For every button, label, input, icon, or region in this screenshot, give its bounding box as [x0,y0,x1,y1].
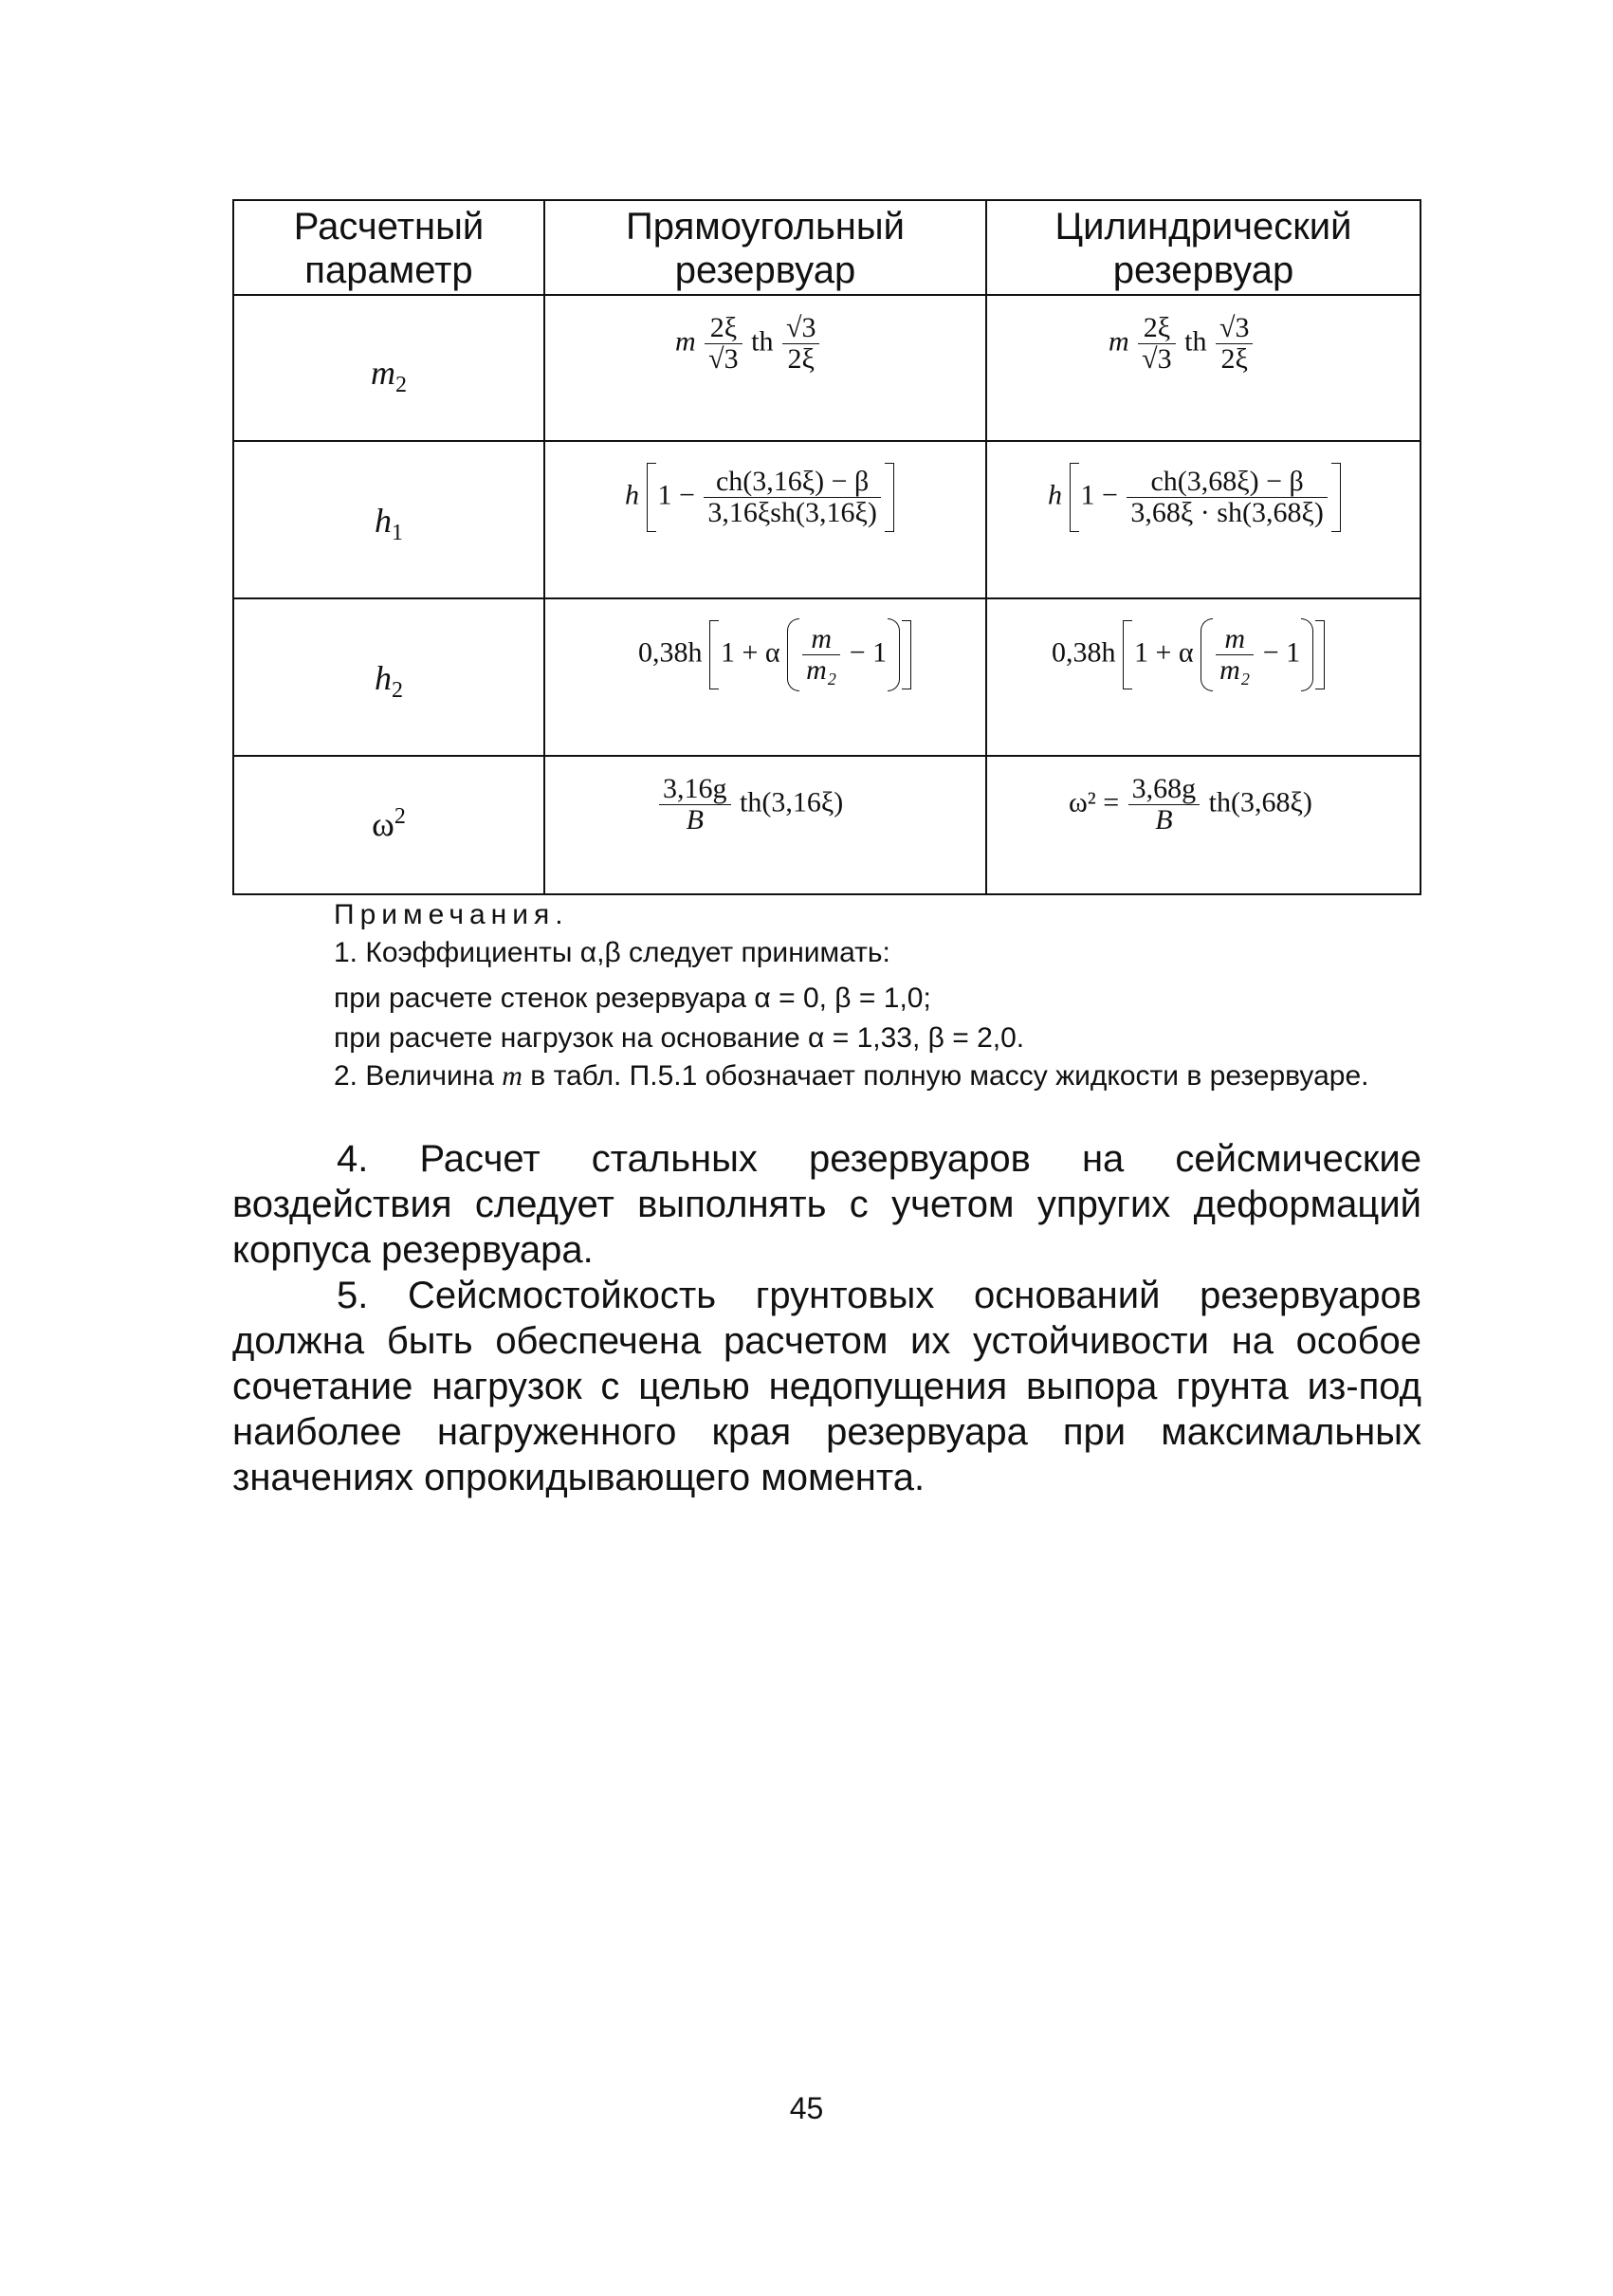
param-h2 [234,658,543,704]
denominator: 3,68ξ · sh(3,68ξ) [1130,497,1324,528]
header-parameter [234,201,543,294]
formula-symbol: m [675,325,696,358]
denominator: 2ξ [787,343,815,375]
square-bracket [647,467,894,528]
parenthesis [787,624,900,686]
param-h1 [234,501,543,546]
header-rectangular [545,201,985,294]
denominator: 2ξ [1220,343,1248,375]
fraction [659,774,731,836]
formula-cyl-h2 [1052,624,1325,686]
formula-text: th(3,68ξ) [1208,786,1312,818]
formula-rect-h2 [638,624,911,686]
column-divider [543,201,545,893]
note-2-variable: m [502,1060,522,1092]
fraction [1138,313,1175,375]
param-subscript: 2 [392,678,403,704]
denominator: B [1155,804,1173,836]
formula-text: − 1 [849,636,888,669]
denominator: B [686,804,704,836]
parameters-table [232,199,1421,895]
page-number: 45 [789,2091,824,2125]
formula-text: th [1184,325,1207,358]
numerator: 2ξ [705,313,742,344]
note-2 [232,1058,1421,1094]
square-bracket [1123,624,1325,686]
param-superscript: 2 [394,804,406,829]
formula-symbol: h [625,479,639,511]
fraction [705,313,742,375]
denominator: √3 [1142,343,1172,375]
fraction [704,467,880,528]
paragraph-5: 5. Сейсмостойкость грунтовых оснований резервуаров должна быть обеспечена расчетом их устойчивости на особое сочетание нагрузок с целью недопущения выпора грунта из-под наиболее нагруженного края резервуара при максимальных значениях опрокидывающего момента. [232,1275,1421,1498]
param-symbol: h [375,659,392,697]
formula-cyl-m2 [1109,313,1255,375]
formula-text: 0,38h [1052,636,1116,669]
note-1a: при расчете стенок резервуара α = 0, β = 1,0; [334,983,931,1014]
fraction [782,313,819,375]
note-1: 1. Коэффициенты α,β следует принимать: [334,937,890,968]
denominator: m₂ [1219,654,1251,686]
formula-text: th(3,16ξ) [740,786,844,818]
row-divider [234,440,1420,442]
formula-symbol: h [1048,479,1062,511]
formula-rect-h1 [625,467,894,528]
formula-text: 0,38h [638,636,703,669]
formula-text: 1 + α [1134,636,1194,669]
param-symbol: h [375,502,392,540]
numerator: 3,16g [659,774,731,805]
notes-title: Примечания. [334,899,569,930]
param-subscript: 2 [395,373,407,398]
param-subscript: 1 [392,521,403,546]
row-divider [234,294,1420,296]
param-m2 [234,353,543,398]
formula-text: 1 + α [721,636,780,669]
param-symbol: m [371,354,395,392]
formula-text: − 1 [1262,636,1301,669]
square-bracket [1070,467,1341,528]
header-line: параметр [304,249,473,291]
header-line: резервуар [674,249,856,291]
header-line: Расчетный [293,206,485,248]
numerator: 2ξ [1138,313,1175,344]
formula-text: 1 − [657,479,695,511]
row-divider [234,597,1420,599]
numerator: m [1216,624,1254,655]
header-line: Цилиндрический [1054,206,1352,248]
numerator: √3 [1216,313,1253,344]
header-cylindrical [987,201,1420,294]
numerator: m [802,624,840,655]
formula-text: 1 − [1080,479,1118,511]
formula-symbol: m [1109,325,1129,358]
column-divider [985,201,987,893]
fraction [1127,467,1327,528]
row-divider [234,755,1420,757]
fraction [1128,774,1201,836]
numerator: 3,68g [1128,774,1201,805]
fraction [1216,313,1253,375]
formula-cyl-h1 [1048,467,1341,528]
numerator: ch(3,16ξ) − β [704,467,880,498]
param-omega2 [234,804,543,844]
fraction [1216,624,1254,686]
numerator: √3 [782,313,819,344]
formula-rect-omega2 [657,774,843,836]
formula-cyl-omega2 [1069,774,1312,836]
denominator: 3,16ξsh(3,16ξ) [707,497,877,528]
header-line: резервуар [1112,249,1294,291]
note-2-text: 2. Величина [334,1060,503,1092]
formula-rect-m2 [675,313,821,375]
note-2-text: в табл. П.5.1 обозначает полную массу жидкости в резервуаре. [522,1060,1369,1092]
header-line: Прямоугольный [626,206,905,248]
paragraph-4: 4. Расчет стальных резервуаров на сейсмические воздействия следует выполнять с учетом упругих деформаций корпуса резервуара. [232,1138,1421,1271]
square-bracket [709,624,911,686]
parenthesis [1201,624,1313,686]
fraction [802,624,840,686]
formula-text: ω² = [1069,786,1120,818]
denominator: √3 [708,343,739,375]
note-1b: при расчете нагрузок на основание α = 1,33, β = 2,0. [334,1022,1025,1054]
denominator: m₂ [806,654,837,686]
numerator: ch(3,68ξ) − β [1127,467,1327,498]
formula-text: th [751,325,774,358]
param-symbol: ω [372,805,394,843]
